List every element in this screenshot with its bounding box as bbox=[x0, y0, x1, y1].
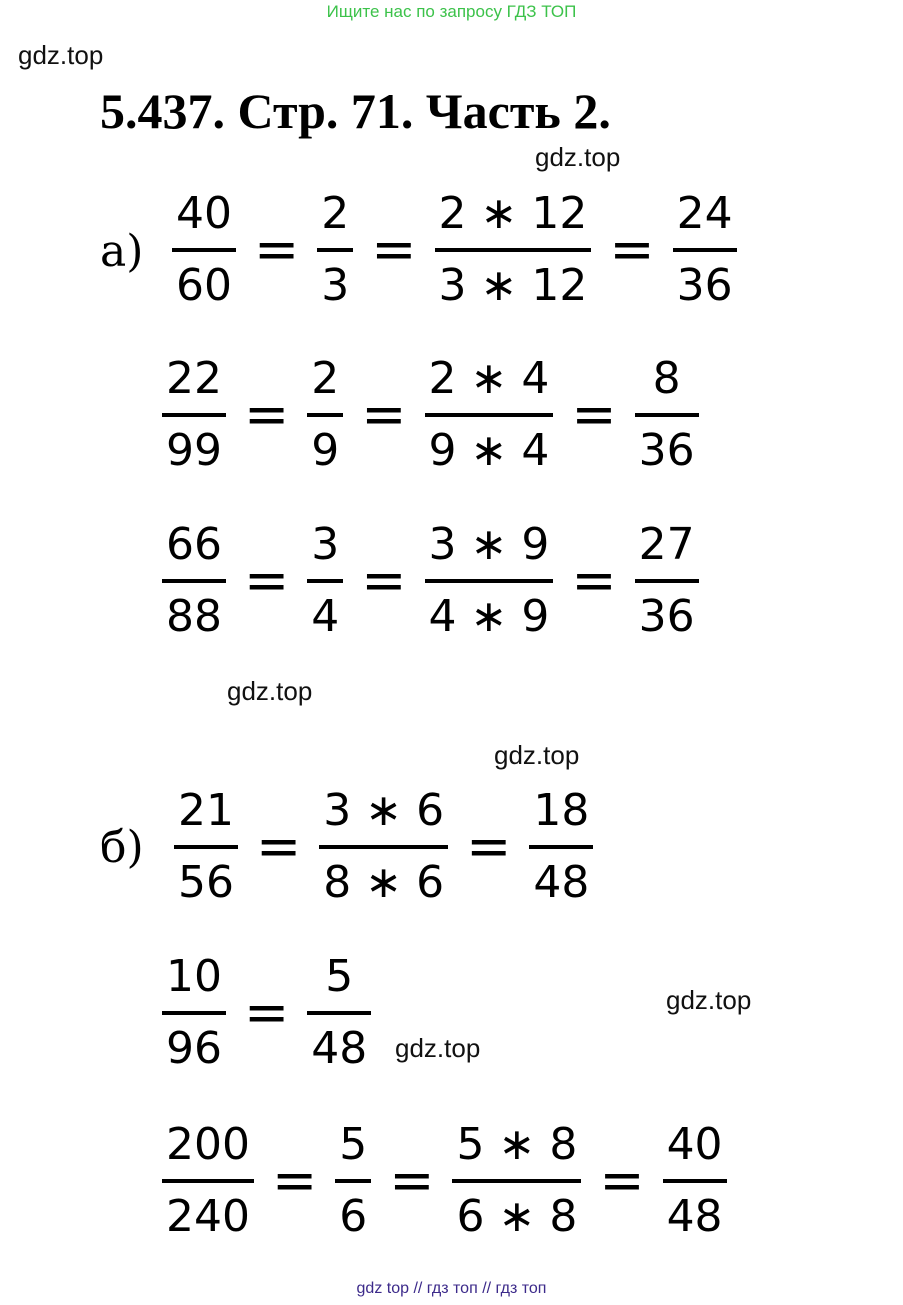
equation-b2: $\frac{10}{96}$ = $\frac{5}{48}$ bbox=[158, 928, 375, 1098]
equation-a2: $\frac{22}{99}$ = $\frac{2}{9}$ = $\frac{2 ∗ 4}{9 ∗ 4}$ = $\frac{8}{36}$ bbox=[158, 330, 703, 500]
fraction: $\frac{24}{36}$ bbox=[673, 192, 737, 308]
fraction: $\frac{5 ∗ 8}{6 ∗ 8}$ bbox=[452, 1123, 581, 1239]
footer-links[interactable]: gdz top // гдз топ // гдз топ bbox=[356, 1280, 547, 1297]
equation-a3: $\frac{66}{88}$ = $\frac{3}{4}$ = $\frac{3 ∗ 9}{4 ∗ 9}$ = $\frac{27}{36}$ bbox=[158, 496, 703, 666]
fraction: $\frac{5}{48}$ bbox=[307, 955, 371, 1071]
fraction: $\frac{3}{4}$ bbox=[307, 523, 343, 639]
section-b-label: б) bbox=[100, 822, 144, 873]
watermark: gdz.top bbox=[18, 40, 104, 70]
watermark: gdz.top bbox=[227, 676, 313, 706]
fraction: $\frac{2}{9}$ bbox=[307, 357, 343, 473]
fraction: $\frac{40}{48}$ bbox=[663, 1123, 727, 1239]
watermark: gdz.top bbox=[395, 1033, 481, 1063]
fraction: $\frac{5}{6}$ bbox=[335, 1123, 371, 1239]
fraction: $\frac{18}{48}$ bbox=[529, 789, 593, 905]
watermark: gdz.top bbox=[666, 985, 752, 1015]
fraction: $\frac{40}{60}$ bbox=[172, 192, 236, 308]
fraction: $\frac{3 ∗ 6}{8 ∗ 6}$ bbox=[319, 789, 448, 905]
equation-a1: $\frac{40}{60}$ = $\frac{2}{3}$ = $\frac{2 ∗ 12}{3 ∗ 12}$ = $\frac{24}{36}$ bbox=[168, 165, 741, 335]
watermark: gdz.top bbox=[494, 740, 580, 770]
fraction: $\frac{21}{56}$ bbox=[174, 789, 238, 905]
fraction: $\frac{200}{240}$ bbox=[162, 1123, 254, 1239]
fraction: $\frac{27}{36}$ bbox=[635, 523, 699, 639]
fraction: $\frac{22}{99}$ bbox=[162, 357, 226, 473]
equation-b3: $\frac{200}{240}$ = $\frac{5}{6}$ = $\frac{5 ∗ 8}{6 ∗ 8}$ = $\frac{40}{48}$ bbox=[158, 1096, 731, 1266]
page-title: 5.437. Стр. 71. Часть 2. bbox=[100, 83, 611, 139]
watermark: gdz.top bbox=[535, 142, 621, 172]
fraction: $\frac{2}{3}$ bbox=[317, 192, 353, 308]
search-banner[interactable]: Ищите нас по запросу ГДЗ ТОП bbox=[326, 2, 577, 21]
fraction: $\frac{8}{36}$ bbox=[635, 357, 699, 473]
fraction: $\frac{3 ∗ 9}{4 ∗ 9}$ bbox=[425, 523, 554, 639]
fraction: $\frac{10}{96}$ bbox=[162, 955, 226, 1071]
fraction: $\frac{66}{88}$ bbox=[162, 523, 226, 639]
fraction: $\frac{2 ∗ 4}{9 ∗ 4}$ bbox=[425, 357, 554, 473]
section-a-label: а) bbox=[100, 226, 144, 277]
fraction: $\frac{2 ∗ 12}{3 ∗ 12}$ bbox=[435, 192, 592, 308]
equation-b1: $\frac{21}{56}$ = $\frac{3 ∗ 6}{8 ∗ 6}$ = $\frac{18}{48}$ bbox=[170, 762, 597, 932]
